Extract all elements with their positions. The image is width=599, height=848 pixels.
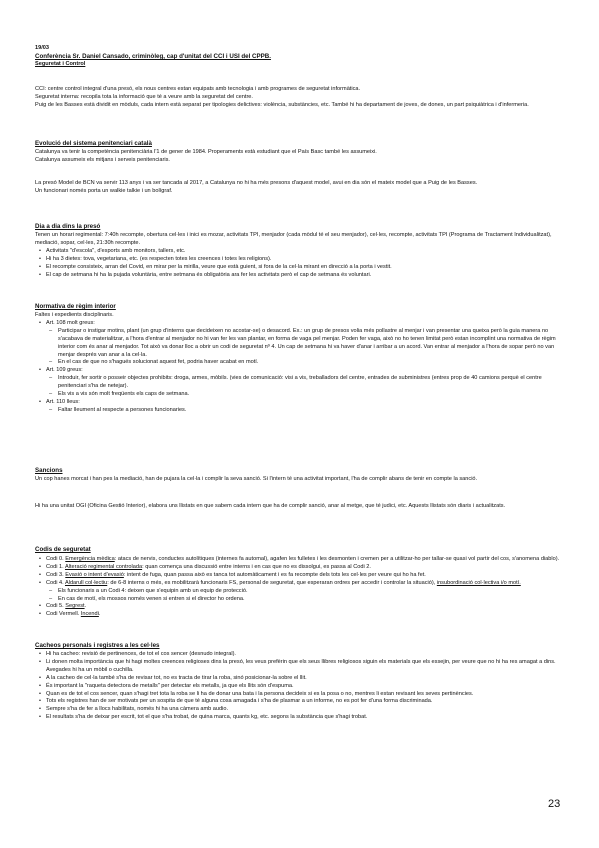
list-item: • Tots els registres han de ser motivats per un sospita de que té alguna cosa amagada i s'ha de plasmar a un informe, no es pot fer d'una forma discriminada. (35, 698, 567, 706)
sub-list-item: – Els vis a vis són molt freqüents els caps de setmana. (35, 391, 567, 399)
paragraph: Tenen un horari regimental: 7:40h recompte, obertura cel·les i inici es mozar, activitats TPI, menjador (cada mòdul té el seu menjador), cel·les, recompte, activitats TPI (Programa de Tractament Individualitzat), mediació, sopar, cel·les, 21:30h recompte. (35, 232, 552, 246)
list-item: • Sempre s'ha de fer a llocs habilitats, només hi ha una càmera amb audio. (35, 706, 567, 714)
code-name: Alteració regimental controlada (64, 563, 143, 570)
normativa-block (35, 312, 567, 415)
sancions-block (35, 476, 567, 484)
list-item: • Quan es de tot el cos sencer, quan s'hagi tret tota la roba se li ha de donar una bata i la persona decideix si es la posa o no, mentres li estan revisant les seves pertinències. (35, 691, 567, 699)
paragraph: Un funcionari només porta un walkie talkie i un bolígraf. (35, 187, 173, 194)
code-text: : atacs de nervis, conductes autolítiques (internes fa automal), agafen les fulletes i les desmonten i cremen per a utilitzar-ho per tallar-se quasi vol partir del cos, s'anomena diablo). (114, 556, 560, 562)
code-text: . (98, 611, 101, 618)
codis-block (35, 556, 567, 619)
section-heading: Evolució del sistema penitenciari català (35, 140, 152, 147)
section-heading: Normativa de règim interior (35, 303, 116, 310)
code-name: Emergència mèdica (65, 556, 115, 562)
list-item: • Art. 109 greus: (35, 367, 567, 375)
list-item: • El resultats s'ha de deixar per escrit, tot el que s'ha trobat, de quina marca, quants kg, etc. segons la substància que s'hagi trobat. (35, 714, 567, 722)
paragraph: Un cop hanes morcat i han pes la mediació, han de pujara la cel·la i complir la seva sanció. Si l'intern té una activitat important, l'ha de complir abans de tenir en compte la sanció. (35, 476, 478, 482)
list-item: • El recompte consisteix, arran del Covid, en mirar per la mirilla, veure que està guient, si fora de la cel·la mirant en direcció a la porta i vestit. (35, 264, 567, 272)
section-heading: Cacheos personals i registres a les cel·les (35, 642, 160, 649)
header-block (35, 45, 567, 69)
section-heading: Dia a dia dins la presó (35, 223, 101, 230)
list-item: • Hi ha 3 dietes: tova, vegetariana, etc. (es respecten totes les creences i totes les religions). (35, 256, 567, 264)
list-item (35, 556, 567, 564)
sancions-block-2 (35, 503, 567, 511)
sub-list-item: – Participar o instigar motins, plant (un grup d'interns que decideixen no acostar-se) o desacord. Ex.: un grup de presos volia més pollastre al menjar i van presentar una queixa però la guia manera no s'acabava de materialitzar, a l'hora d'entrar al menjador no hi van fer les van plantar, en forma de vaga pel menjar. Poden fer vaga, això no ho tenen limitat però estan incomplint una normativa de règim interior com és anar al menjador. Tot això va donar lloc a obrir un codi de seguretat nº 4. Un cap de setmana hi va haver d'anar i arribar a un acord. Van entrar al menjador a l'hora de sopar però no van menjar després van anar a la cel·la. (35, 328, 567, 360)
intro-line: Seguretat interna: recopila tota la informació que té a veure amb la seguretat del centre. (35, 93, 253, 100)
list-item: • A la cacheo de cel·la també s'ha de revisar tot, no es tracta de tirar la roba, sinó posicionar-la sobre el llit. (35, 675, 567, 683)
list-item (35, 572, 567, 580)
subtitle: Seguretat i Control (35, 60, 86, 67)
code-prefix: Codi 1. (46, 563, 65, 570)
list-item: • Li donen molta importància que hi hagi moltes creences religioses dins la presó, les veus prefèrin que els seus llibres religiosos siguin els materials que els essejin, per veure que no hi ha res amagat a dins. Avegades hi ha un mòbil o cuchilla. (35, 659, 567, 675)
code-name: insubordinació col·lectiva i/o motí. (436, 579, 521, 586)
code-prefix: Codi 5. (46, 603, 66, 610)
evolucio-block-2 (35, 180, 567, 196)
normativa-list (35, 320, 567, 415)
page-title: Conferència Sr. Daniel Cansado, criminòleg, cap d'unitat del CCI i USI del CPPB. (35, 52, 271, 60)
code-prefix: Codi Vermell. (46, 611, 81, 618)
list-item: • El cap de setmana hi ha la pujada voluntària, entre setmana és obligatòria ara fer les activitats però el cap de setmana és voluntari. (35, 272, 567, 280)
intro-line: Puig de les Basses està dividit en mòduls, cada intern està separat per tipologies delictives: violència, substàncies, etc. També hi ha departament de joves, de dones, un part psiquiàtrica i d'infermeria. (35, 101, 529, 108)
evolucio-block (35, 149, 567, 165)
paragraph: Catalunya assumeix els mitjans i serveis penitenciaris. (35, 156, 170, 163)
sub-list-item: – Introduir, fer sortir o posseir objectes prohibits: droga, armes, mòbils. (vies de comunicació: visi a vis, treballadors del centre, entrades de subministres (entres prop de 40 camions perquè el centre penitenciari s'ha de netejar). (35, 375, 567, 391)
code-text: : quan comença una discussió entre interns i en cas que no es dissolgui, es passa al Codi 2. (142, 563, 371, 570)
code-name: Aldarull col·lectiu (64, 579, 108, 586)
paragraph: Catalunya va tenir la competència penitenciària l'1 de gener de 1984. Properaments està estudiant que el País Basc també les assumeixi. (35, 149, 377, 155)
code-text: . (84, 603, 87, 610)
list-item (35, 564, 567, 572)
sub-list-item: – En el cas de que no s'hagués solucionat aquest fet, podria haver acabat en motí. (35, 359, 567, 367)
date: 19/03 (35, 45, 49, 51)
paragraph: Faltes i expedients disciplinaris. (35, 312, 114, 318)
code-prefix: Codi 3. (46, 571, 66, 578)
list-item: • Art. 108 molt greus: (35, 320, 567, 328)
list-item: • És important la "raqueta detectora de metalls" per detectar els metalls, ja que els llits són d'espuma. (35, 683, 567, 691)
dia-block (35, 232, 567, 279)
list-item (35, 603, 567, 611)
list-item: • Art. 110 lleus: (35, 399, 567, 407)
section-heading: Sancions (35, 467, 63, 474)
paragraph: Hi ha una unitat OGI (Oficina Gestió Interior), elabora uns llistats en que sabem cada intern que ha de complir sanció, anar al metge, que té judici, etc. Aquests llistats són diaris i actualitzats. (35, 503, 506, 509)
page-number: 23 (548, 798, 561, 810)
sub-list-item: – Faltar lleument al respecte a persones funcionaries. (35, 407, 567, 415)
code-name: Incendi (80, 611, 99, 618)
section-heading: Codis de seguretat (35, 546, 91, 553)
list-item: • Hi ha cacheo: revisió de pertinences, de tot el cos sencer (desnudo integral). (35, 651, 567, 659)
paragraph: La presó Model de BCN va servir 113 anys i va ser tancada al 2017, a Catalunya no hi ha més presons d'aquest model, avui en dia són el mateix model que a Puig de les Basses. (35, 180, 478, 186)
code-prefix: Codi 4. (46, 579, 65, 586)
intro-line: CCI: centre control integral d'una presó, els nous centres estan equipats amb tecnologia i amb programes de seguretat informàtica. (35, 86, 361, 92)
intro-block (35, 86, 567, 110)
cacheos-block (35, 651, 567, 722)
dia-list (35, 248, 567, 280)
cacheos-list (35, 651, 567, 722)
sub-list-item: – En cas de motí, els mossos només venen si entren si el director ho ordena. (35, 596, 567, 604)
list-item (35, 611, 567, 619)
list-item: • Activitats "d'escola", d'esports amb monitors, tallers, etc. (35, 248, 567, 256)
code-name: Segrest (65, 603, 85, 610)
code-text: : intent de fuga, quan passa això es tanca tot automàticament i es fa recompte dels tots les cel·les per veure qui ho ha fet. (123, 571, 426, 578)
codis-list (35, 556, 567, 619)
sub-list-item: – Els funcionaris a un Codi 4: deixen que s'equipin amb un equip de protecció. (35, 588, 567, 596)
list-item (35, 580, 567, 588)
code-text: : de 6-8 interns o més, es mobilitzarà funcionaris FS, personal de seguretat, que esperaran ordres per accedir i controlar la situació), (107, 579, 437, 586)
code-name: Evasió o intent d'evasió (65, 571, 124, 578)
code-prefix: Codi 0. (46, 556, 66, 562)
